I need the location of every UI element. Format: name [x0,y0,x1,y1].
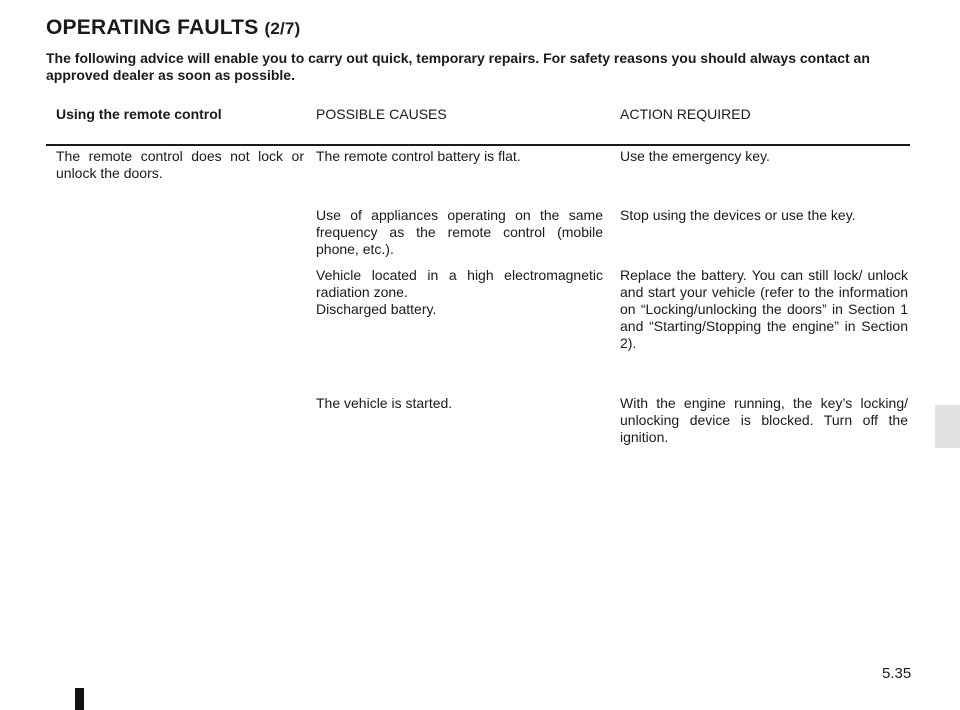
action-text: Use the emergency key. [620,148,770,164]
column-header-action-required: ACTION REQUIRED [620,106,751,122]
action-cell [620,207,908,224]
cause-text: Use of appliances operating on the same frequency as the remote control (mobile phone, etc.). [316,207,603,257]
title-part: (2/7) [264,19,301,38]
section-tab [935,405,960,448]
page-title [46,16,300,40]
cause-text: The remote control battery is flat. [316,148,521,164]
print-mark [75,688,84,710]
column-header-remote-control: Using the remote control [56,106,222,122]
cause-text: The vehicle is started. [316,395,453,411]
action-text: Replace the battery. You can still lock/ unlock and start your vehicle (refer to the information on “Locking/unlocking the doors” in Section 1 and “Starting/Stopping the engine” in Section 2). [620,267,908,351]
faults-table [46,98,910,445]
cause-cell [316,207,603,258]
action-cell [620,267,908,352]
column-header-possible-causes: POSSIBLE CAUSES [316,106,447,122]
cause-text: Discharged battery. [316,301,437,317]
cause-cell [316,267,603,318]
action-cell [620,395,908,446]
action-text: Stop using the devices or use the key. [620,207,856,223]
page-number: 5.35 [882,665,912,682]
symptom-cell: The remote control does not lock or unlock the doors. [56,148,304,181]
intro-text: The following advice will enable you to carry out quick, temporary repairs. For safety reasons you should always contact an approved dealer as soon as possible. [46,50,870,83]
action-text: With the engine running, the key’s locking/ unlocking device is blocked. Turn off the ignition. [620,395,908,445]
cause-cell [316,148,603,165]
cause-cell [316,395,603,412]
title-text: OPERATING FAULTS [46,16,259,39]
action-cell [620,148,908,165]
table-header [46,98,910,146]
cause-text: Vehicle located in a high electromagnetic radiation zone. [316,267,603,300]
